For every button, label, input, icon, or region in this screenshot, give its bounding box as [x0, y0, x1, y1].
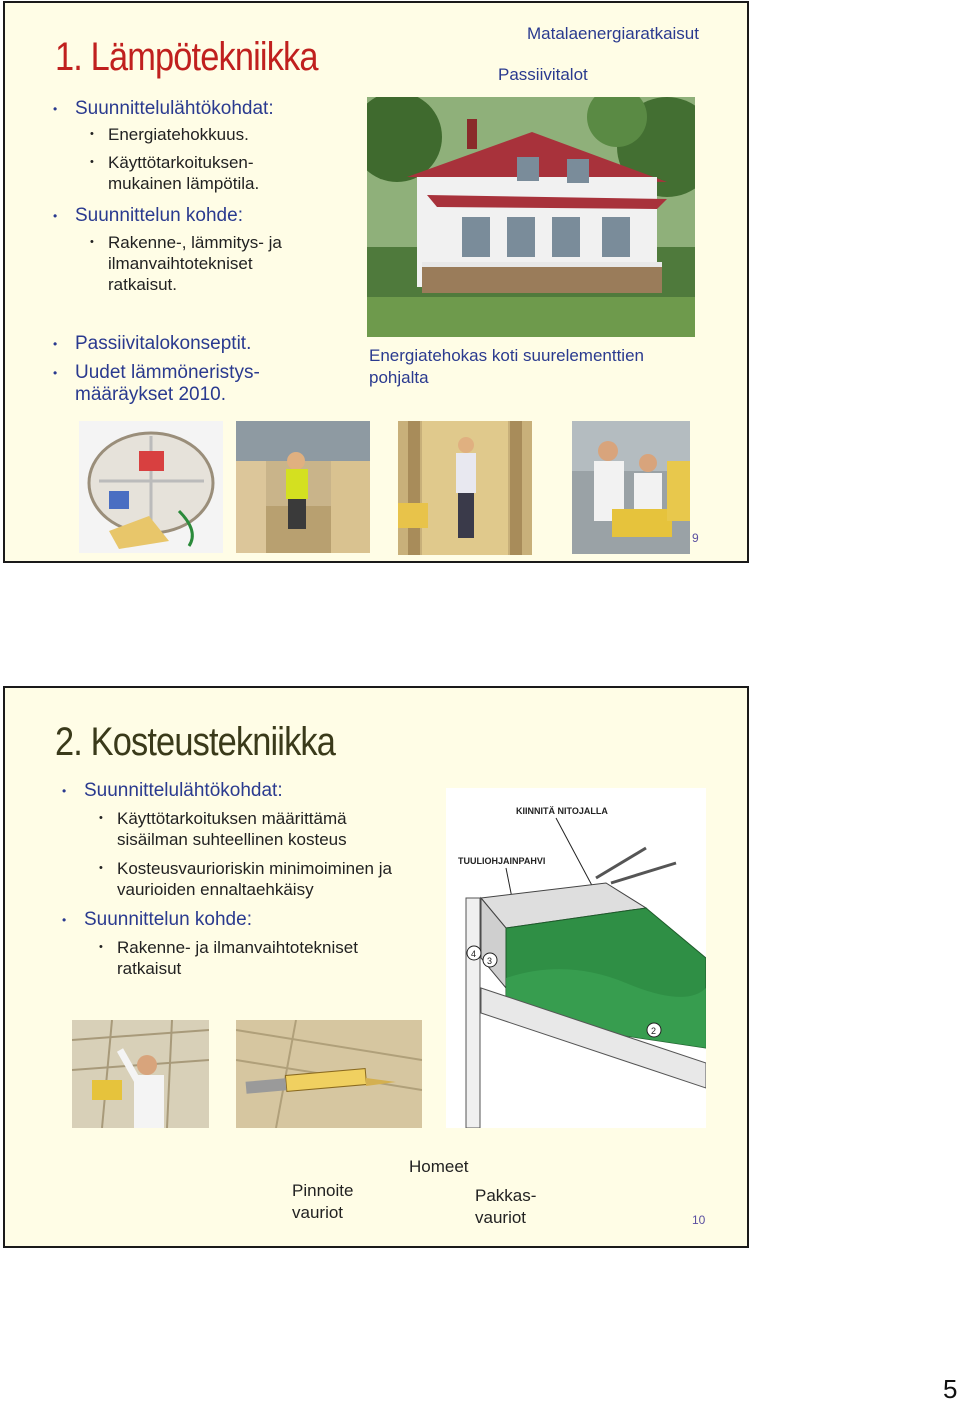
- slide1-header-matalaenergia: Matalaenergiaratkaisut: [527, 24, 699, 43]
- slide1-subbullet-1-2: • Käyttötarkoituksen-mukainen lämpötila.: [108, 152, 308, 194]
- slide2-bullet-2: • Suunnittelun kohde:: [84, 909, 252, 931]
- diagram-num-2: 2: [651, 1026, 657, 1036]
- sheet-page-number: 5: [943, 1374, 958, 1404]
- slide2-subbullet-1-1: • Käyttötarkoituksen määrittämä sisäilman suhteellinen kosteus: [117, 808, 417, 850]
- caption-pinnoite-vauriot: Pinnoite vauriot: [292, 1181, 354, 1222]
- slide1-bullet-2: • Suunnittelun kohde:: [75, 205, 243, 227]
- slide1-subbullet-2-1: • Rakenne-, lämmitys- ja ilmanvaihtotekniset ratkaisut.: [108, 232, 318, 295]
- slide1-subbullet-1-1: • Energiatehokkuus.: [108, 124, 249, 145]
- slide1-bullet-3: • Passiivitalokonseptit.: [75, 333, 251, 355]
- slide2-subbullet-1-2: • Kosteusvaurioriskin minimoiminen ja vaurioiden ennaltaehkäisy: [117, 858, 417, 900]
- slide1-page-number: 9: [692, 531, 699, 545]
- diagram-label-kiinnita: KIINNITÄ NITOJALLA: [516, 806, 608, 816]
- slide1-title: 1. Lämpötekniikka: [55, 35, 318, 79]
- roof-insulation-diagram: [446, 788, 706, 1128]
- slide1-caption: Energiatehokas koti suurelementtien pohjalta: [369, 346, 644, 387]
- slide2-page-number: 10: [692, 1213, 706, 1227]
- sealant-tube-photo: [236, 1020, 422, 1128]
- slide1-header-passiivitalot: Passiivitalot: [498, 65, 588, 84]
- slide2-bullet-1: • Suunnittelulähtökohdat:: [84, 780, 283, 802]
- construction-worker-photo: [236, 421, 370, 553]
- ceiling-insulation-worker-photo: [72, 1020, 209, 1128]
- workers-insulation-photo: [572, 421, 690, 554]
- passive-house-photo: [367, 97, 695, 337]
- house-plan-render-image: [79, 421, 223, 553]
- slide-kosteustekniikka: [3, 686, 749, 1248]
- caption-pakkas-vauriot: Pakkas-vauriot: [475, 1186, 537, 1227]
- slide1-bullet-4: • Uudet lämmöneristys-määräykset 2010.: [75, 362, 305, 406]
- caption-homeet: Homeet: [409, 1157, 469, 1176]
- diagram-num-3: 3: [487, 956, 493, 966]
- insulation-installation-photo: [398, 421, 532, 555]
- slide2-title: 2. Kosteustekniikka: [55, 720, 336, 764]
- slide-lampotekniikka: [3, 1, 749, 563]
- slide1-bullet-1: • Suunnittelulähtökohdat:: [75, 98, 274, 120]
- slide2-subbullet-2-1: • Rakenne- ja ilmanvaihtotekniset ratkaisut: [117, 937, 417, 979]
- diagram-num-4: 4: [471, 949, 477, 959]
- diagram-label-tuuliohjain: TUULIOHJAINPAHVI: [458, 856, 546, 866]
